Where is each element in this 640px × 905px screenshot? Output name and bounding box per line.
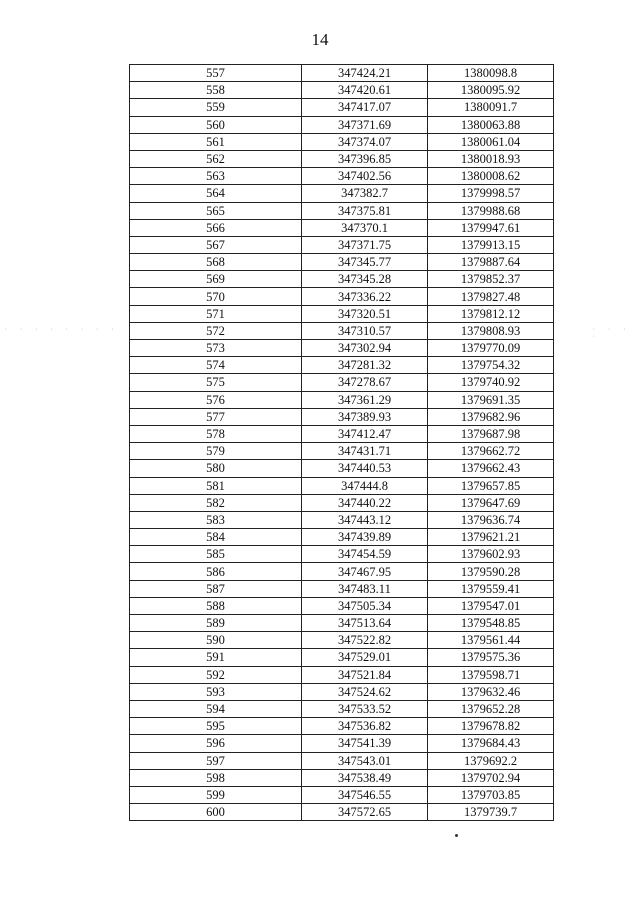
table-row [130,752,554,769]
table-row [130,133,554,150]
point-number-cell: 589 [130,615,302,632]
left-margin-dots: · · · · · · · · [4,326,119,333]
y-coordinate-cell: 1379998.57 [428,185,554,202]
table-row [130,718,554,735]
stray-mark [455,834,458,837]
table-row [130,786,554,803]
y-coordinate-cell: 1380061.04 [428,133,554,150]
x-coordinate-cell: 347431.71 [302,443,428,460]
point-number-cell: 599 [130,786,302,803]
x-coordinate-cell: 347420.61 [302,82,428,99]
y-coordinate-cell: 1379913.15 [428,236,554,253]
point-number-cell: 567 [130,236,302,253]
y-coordinate-cell: 1379598.71 [428,666,554,683]
x-coordinate-cell: 347320.51 [302,305,428,322]
coordinates-table-body [130,65,554,821]
table-row [130,236,554,253]
table-row [130,683,554,700]
x-coordinate-cell: 347533.52 [302,700,428,717]
table-row [130,357,554,374]
y-coordinate-cell: 1379852.37 [428,271,554,288]
table-row [130,425,554,442]
x-coordinate-cell: 347382.7 [302,185,428,202]
table-row [130,391,554,408]
x-coordinate-cell: 347371.75 [302,236,428,253]
point-number-cell: 569 [130,271,302,288]
x-coordinate-cell: 347361.29 [302,391,428,408]
point-number-cell: 564 [130,185,302,202]
point-number-cell: 579 [130,443,302,460]
point-number-cell: 565 [130,202,302,219]
point-number-cell: 597 [130,752,302,769]
table-row [130,288,554,305]
point-number-cell: 572 [130,322,302,339]
y-coordinate-cell: 1379947.61 [428,219,554,236]
y-coordinate-cell: 1379740.92 [428,374,554,391]
table-row [130,666,554,683]
y-coordinate-cell: 1379770.09 [428,340,554,357]
point-number-cell: 581 [130,477,302,494]
table-row [130,271,554,288]
y-coordinate-cell: 1379652.28 [428,700,554,717]
table-row [130,305,554,322]
table-row [130,65,554,82]
x-coordinate-cell: 347454.59 [302,546,428,563]
table-row [130,804,554,821]
y-coordinate-cell: 1379647.69 [428,494,554,511]
point-number-cell: 568 [130,254,302,271]
x-coordinate-cell: 347374.07 [302,133,428,150]
y-coordinate-cell: 1379808.93 [428,322,554,339]
y-coordinate-cell: 1379687.98 [428,425,554,442]
point-number-cell: 563 [130,168,302,185]
table-row [130,82,554,99]
x-coordinate-cell: 347513.64 [302,615,428,632]
table-row [130,477,554,494]
x-coordinate-cell: 347467.95 [302,563,428,580]
table-row [130,700,554,717]
table-row [130,219,554,236]
table-row [130,322,554,339]
point-number-cell: 596 [130,735,302,752]
table-row [130,202,554,219]
coordinates-table [129,64,554,821]
point-number-cell: 559 [130,99,302,116]
y-coordinate-cell: 1379657.85 [428,477,554,494]
point-number-cell: 573 [130,340,302,357]
x-coordinate-cell: 347529.01 [302,649,428,666]
x-coordinate-cell: 347412.47 [302,425,428,442]
point-number-cell: 586 [130,563,302,580]
point-number-cell: 557 [130,65,302,82]
point-number-cell: 583 [130,511,302,528]
point-number-cell: 591 [130,649,302,666]
x-coordinate-cell: 347439.89 [302,529,428,546]
y-coordinate-cell: 1379602.93 [428,546,554,563]
y-coordinate-cell: 1379988.68 [428,202,554,219]
x-coordinate-cell: 347522.82 [302,632,428,649]
x-coordinate-cell: 347524.62 [302,683,428,700]
x-coordinate-cell: 347444.8 [302,477,428,494]
point-number-cell: 571 [130,305,302,322]
point-number-cell: 576 [130,391,302,408]
x-coordinate-cell: 347302.94 [302,340,428,357]
point-number-cell: 560 [130,116,302,133]
y-coordinate-cell: 1379754.32 [428,357,554,374]
table-row [130,408,554,425]
table-row [130,735,554,752]
table-row [130,460,554,477]
point-number-cell: 595 [130,718,302,735]
x-coordinate-cell: 347402.56 [302,168,428,185]
y-coordinate-cell: 1379887.64 [428,254,554,271]
x-coordinate-cell: 347345.28 [302,271,428,288]
y-coordinate-cell: 1379703.85 [428,786,554,803]
y-coordinate-cell: 1379632.46 [428,683,554,700]
table-row [130,443,554,460]
x-coordinate-cell: 347572.65 [302,804,428,821]
point-number-cell: 561 [130,133,302,150]
table-row [130,769,554,786]
y-coordinate-cell: 1379662.72 [428,443,554,460]
table-row [130,254,554,271]
table-row [130,649,554,666]
table-row [130,185,554,202]
y-coordinate-cell: 1380018.93 [428,150,554,167]
y-coordinate-cell: 1379548.85 [428,615,554,632]
y-coordinate-cell: 1379739.7 [428,804,554,821]
x-coordinate-cell: 347396.85 [302,150,428,167]
y-coordinate-cell: 1379590.28 [428,563,554,580]
x-coordinate-cell: 347370.1 [302,219,428,236]
y-coordinate-cell: 1379827.48 [428,288,554,305]
point-number-cell: 582 [130,494,302,511]
y-coordinate-cell: 1379812.12 [428,305,554,322]
x-coordinate-cell: 347278.67 [302,374,428,391]
y-coordinate-cell: 1379692.2 [428,752,554,769]
table-row [130,340,554,357]
point-number-cell: 577 [130,408,302,425]
table-row [130,529,554,546]
x-coordinate-cell: 347336.22 [302,288,428,305]
x-coordinate-cell: 347281.32 [302,357,428,374]
y-coordinate-cell: 1380063.88 [428,116,554,133]
x-coordinate-cell: 347543.01 [302,752,428,769]
point-number-cell: 600 [130,804,302,821]
page-number: 14 [311,30,329,49]
x-coordinate-cell: 347538.49 [302,769,428,786]
y-coordinate-cell: 1379702.94 [428,769,554,786]
point-number-cell: 570 [130,288,302,305]
point-number-cell: 588 [130,597,302,614]
y-coordinate-cell: 1380095.92 [428,82,554,99]
point-number-cell: 574 [130,357,302,374]
table-row [130,563,554,580]
table-row [130,597,554,614]
table-row [130,116,554,133]
table-row [130,99,554,116]
point-number-cell: 562 [130,150,302,167]
point-number-cell: 584 [130,529,302,546]
table-row [130,546,554,563]
x-coordinate-cell: 347417.07 [302,99,428,116]
y-coordinate-cell: 1379684.43 [428,735,554,752]
table-row [130,632,554,649]
table-row [130,374,554,391]
x-coordinate-cell: 347440.53 [302,460,428,477]
table-row [130,168,554,185]
table-row [130,580,554,597]
y-coordinate-cell: 1379636.74 [428,511,554,528]
point-number-cell: 587 [130,580,302,597]
x-coordinate-cell: 347310.57 [302,322,428,339]
x-coordinate-cell: 347443.12 [302,511,428,528]
table-row [130,494,554,511]
point-number-cell: 558 [130,82,302,99]
x-coordinate-cell: 347375.81 [302,202,428,219]
x-coordinate-cell: 347440.22 [302,494,428,511]
x-coordinate-cell: 347389.93 [302,408,428,425]
point-number-cell: 578 [130,425,302,442]
x-coordinate-cell: 347424.21 [302,65,428,82]
point-number-cell: 598 [130,769,302,786]
point-number-cell: 592 [130,666,302,683]
point-number-cell: 585 [130,546,302,563]
x-coordinate-cell: 347536.82 [302,718,428,735]
point-number-cell: 566 [130,219,302,236]
y-coordinate-cell: 1379678.82 [428,718,554,735]
y-coordinate-cell: 1379559.41 [428,580,554,597]
x-coordinate-cell: 347541.39 [302,735,428,752]
x-coordinate-cell: 347505.34 [302,597,428,614]
point-number-cell: 575 [130,374,302,391]
x-coordinate-cell: 347371.69 [302,116,428,133]
y-coordinate-cell: 1379561.44 [428,632,554,649]
y-coordinate-cell: 1380098.8 [428,65,554,82]
table-row [130,615,554,632]
x-coordinate-cell: 347546.55 [302,786,428,803]
y-coordinate-cell: 1379682.96 [428,408,554,425]
y-coordinate-cell: 1379547.01 [428,597,554,614]
y-coordinate-cell: 1380091.7 [428,99,554,116]
y-coordinate-cell: 1380008.62 [428,168,554,185]
point-number-cell: 593 [130,683,302,700]
y-coordinate-cell: 1379691.35 [428,391,554,408]
y-coordinate-cell: 1379575.36 [428,649,554,666]
point-number-cell: 594 [130,700,302,717]
x-coordinate-cell: 347521.84 [302,666,428,683]
point-number-cell: 580 [130,460,302,477]
x-coordinate-cell: 347345.77 [302,254,428,271]
table-row [130,150,554,167]
y-coordinate-cell: 1379621.21 [428,529,554,546]
table-row [130,511,554,528]
point-number-cell: 590 [130,632,302,649]
x-coordinate-cell: 347483.11 [302,580,428,597]
right-margin-dots: · · · · [592,326,631,340]
y-coordinate-cell: 1379662.43 [428,460,554,477]
